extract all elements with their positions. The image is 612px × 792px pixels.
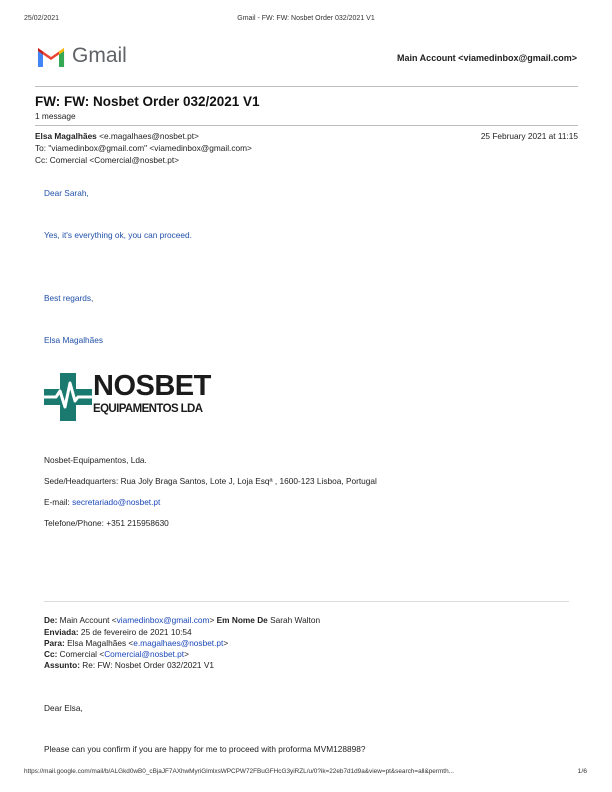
- account-label: Main Account <viamedinbox@gmail.com>: [397, 53, 577, 63]
- body-greeting: Dear Sarah,: [44, 188, 89, 198]
- fwd-de: [44, 615, 320, 625]
- print-date: 25/02/2021: [24, 15, 60, 22]
- company-phone: Telefone/Phone: +351 215958630: [44, 518, 169, 528]
- divider: [35, 125, 578, 126]
- nosbet-sub: EQUIPAMENTOS LDA: [93, 403, 203, 415]
- fwd-em-nome-text: Sarah Walton: [267, 615, 321, 625]
- fwd-cc-text: Comercial <: [57, 649, 105, 659]
- fwd-cc-email[interactable]: Comercial@nosbet.pt: [104, 649, 185, 659]
- fwd-enviada-label: Enviada:: [44, 627, 79, 637]
- divider: [35, 86, 578, 87]
- fwd-question: Please can you confirm if you are happy for me to proceed with proforma MVM128898?: [44, 744, 366, 754]
- print-title: Gmail - FW: FW: Nosbet Order 032/2021 V1: [237, 15, 375, 22]
- fwd-enviada: [44, 627, 192, 637]
- email-label: E-mail:: [44, 497, 73, 507]
- fwd-de-label: De:: [44, 615, 58, 625]
- fwd-de-close: >: [209, 615, 215, 625]
- fwd-de-text: Main Account <: [57, 615, 117, 625]
- signature-name: Elsa Magalhães: [44, 335, 104, 345]
- message-date: 25 February 2021 at 11:15: [480, 131, 578, 141]
- gmail-logo-icon: [36, 45, 66, 69]
- fwd-para: [44, 638, 228, 648]
- company-name: Nosbet-Equipamentos, Lda.: [44, 455, 147, 465]
- email-link[interactable]: secretariado@nosbet.pt: [72, 497, 161, 507]
- company-address: Sede/Headquarters: Rua Joly Braga Santos, Lote J, Loja Esqª , 1600-123 Lisboa, Portugal: [44, 476, 377, 486]
- body-line1: Yes, it's everything ok, you can proceed.: [44, 230, 192, 240]
- fwd-cc-close: >: [184, 649, 189, 659]
- sender-email: <e.magalhaes@nosbet.pt>: [99, 131, 199, 141]
- print-url: https://mail.google.com/mail/b/ALGkd0wB0_cBjaJF7AXhwMyriGlmlxsWPCPW72FBuGFHcG3yiRZL/u/0?ik=22eb7d1d9a&view=pt&search=all&permth...: [24, 768, 454, 775]
- print-page: 1/6: [577, 768, 587, 775]
- fwd-para-text: Elsa Magalhães <: [64, 638, 134, 648]
- fwd-assunto: [44, 660, 214, 670]
- fwd-em-nome-label: Em Nome De: [214, 615, 268, 625]
- message-from: [35, 131, 199, 141]
- fwd-cc: [44, 649, 189, 659]
- company-email: [44, 497, 160, 507]
- fwd-enviada-text: 25 de fevereiro de 2021 10:54: [78, 627, 192, 637]
- message-count: 1 message: [35, 111, 76, 121]
- fwd-para-close: >: [223, 638, 229, 648]
- fwd-assunto-text: Re: FW: Nosbet Order 032/2021 V1: [79, 660, 214, 670]
- message-cc: Cc: Comercial <Comercial@nosbet.pt>: [35, 155, 179, 165]
- fwd-greeting: Dear Elsa,: [44, 703, 83, 713]
- fwd-cc-label: Cc:: [44, 649, 58, 659]
- sender-name: Elsa Magalhães: [35, 131, 97, 141]
- thread-subject: FW: FW: Nosbet Order 032/2021 V1: [35, 94, 260, 109]
- nosbet-brand: NOSBET: [93, 370, 211, 402]
- fwd-para-email[interactable]: e.magalhaes@nosbet.pt: [133, 638, 224, 648]
- fwd-de-email[interactable]: viamedinbox@gmail.com: [116, 615, 210, 625]
- nosbet-cross-icon: [44, 373, 92, 421]
- message-to: To: "viamedinbox@gmail.com" <viamedinbox@gmail.com>: [35, 143, 252, 153]
- gmail-wordmark: Gmail: [72, 44, 127, 67]
- body-regards: Best regards,: [44, 293, 94, 303]
- fwd-para-label: Para:: [44, 638, 65, 648]
- divider: [44, 601, 569, 602]
- fwd-assunto-label: Assunto:: [44, 660, 80, 670]
